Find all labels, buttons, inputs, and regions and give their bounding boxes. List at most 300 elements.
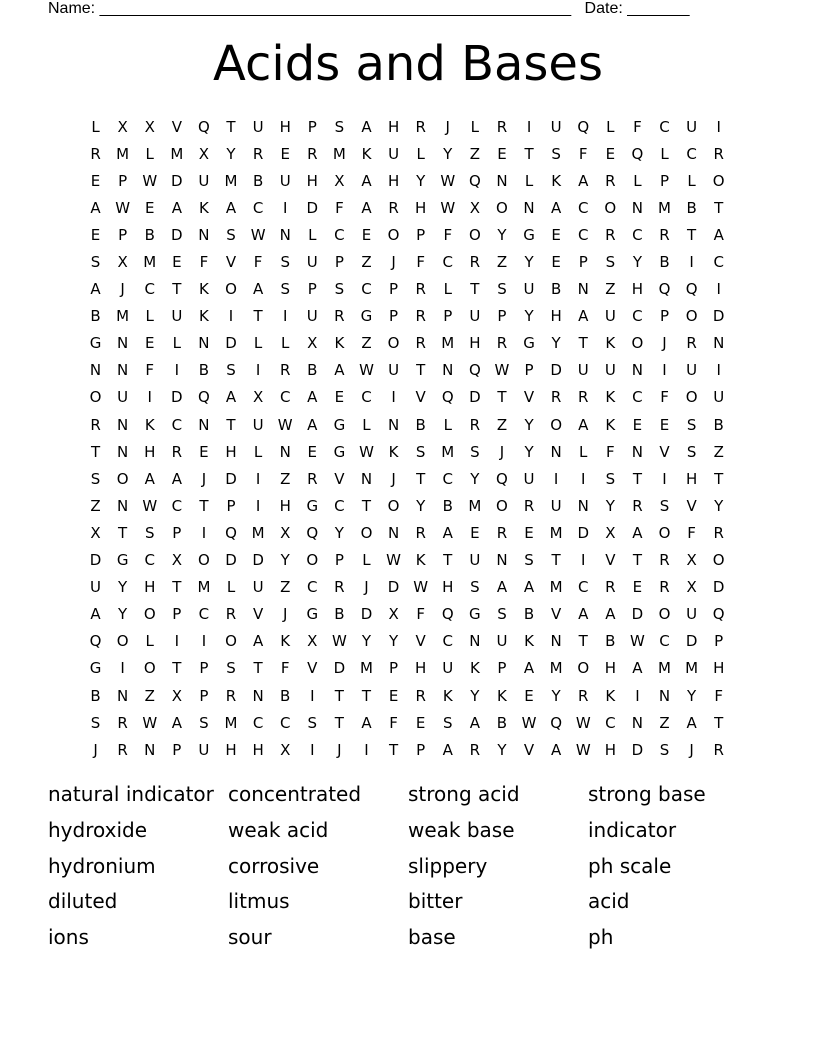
grid-letter[interactable]: Z [144,686,155,705]
grid-letter[interactable]: A [523,578,535,597]
grid-letter[interactable]: T [687,225,697,244]
grid-letter[interactable]: L [443,280,452,299]
grid-letter[interactable]: O [143,659,156,678]
grid-letter[interactable]: X [171,551,182,570]
grid-letter[interactable]: C [334,496,345,515]
grid-letter[interactable]: R [469,415,481,434]
grid-letter[interactable]: U [604,361,616,380]
grid-letter[interactable]: F [578,144,588,163]
grid-letter[interactable]: D [225,551,237,570]
grid-letter[interactable]: A [578,605,589,624]
grid-letter[interactable]: A [523,659,535,678]
grid-letter[interactable]: C [171,496,183,515]
grid-letter[interactable]: X [198,144,210,163]
grid-letter[interactable]: T [632,469,642,488]
grid-letter[interactable]: I [716,361,721,380]
grid-letter[interactable]: T [443,551,453,570]
grid-letter[interactable]: J [201,469,207,488]
grid-letter[interactable]: H [225,442,237,461]
grid-letter[interactable]: G [89,334,102,353]
grid-letter[interactable]: U [388,144,400,163]
grid-letter[interactable]: M [116,144,130,163]
grid-letter[interactable]: C [361,280,372,299]
grid-letter[interactable]: K [334,334,345,353]
grid-letter[interactable]: R [388,198,399,217]
grid-letter[interactable]: B [334,605,345,624]
grid-letter[interactable]: F [335,198,344,217]
grid-letter[interactable]: X [307,632,318,651]
grid-letter[interactable]: R [171,442,183,461]
grid-letter[interactable]: H [252,740,264,759]
grid-letter[interactable]: Z [280,578,291,597]
grid-letter[interactable]: R [605,225,616,244]
grid-letter[interactable]: I [201,523,207,542]
grid-letter[interactable]: Q [550,713,563,732]
grid-letter[interactable]: N [117,361,129,380]
grid-letter[interactable]: E [90,171,101,190]
grid-letter[interactable]: M [224,713,238,732]
grid-letter[interactable]: A [225,198,237,217]
grid-letter[interactable]: C [144,551,155,570]
grid-letter[interactable]: E [524,523,534,542]
grid-letter[interactable]: I [662,469,667,488]
grid-letter[interactable]: U [90,578,102,597]
grid-letter[interactable]: K [497,686,507,705]
grid-letter[interactable]: Q [712,605,725,624]
grid-letter[interactable]: F [687,523,696,542]
grid-letter[interactable]: L [524,171,534,190]
grid-letter[interactable]: E [632,578,643,597]
grid-letter[interactable]: S [226,361,236,380]
grid-letter[interactable]: V [523,388,535,407]
grid-letter[interactable]: O [198,551,210,570]
grid-letter[interactable]: I [174,361,180,380]
grid-letter[interactable]: Y [551,686,561,705]
grid-letter[interactable]: U [604,307,616,326]
grid-letter[interactable]: A [686,713,697,732]
grid-letter[interactable]: K [605,415,616,434]
grid-letter[interactable]: M [441,334,455,353]
grid-letter[interactable]: U [306,307,318,326]
grid-letter[interactable]: D [89,551,102,570]
grid-letter[interactable]: F [416,605,425,624]
grid-letter[interactable]: H [387,117,400,136]
grid-letter[interactable]: Y [551,334,561,353]
grid-letter[interactable]: O [387,225,400,244]
grid-letter[interactable]: Q [496,469,508,488]
grid-letter[interactable]: L [606,117,615,136]
grid-letter[interactable]: B [496,713,508,732]
grid-letter[interactable]: A [496,578,508,597]
grid-letter[interactable]: O [577,659,590,678]
grid-letter[interactable]: A [171,469,182,488]
grid-letter[interactable]: I [228,307,234,326]
grid-letter[interactable]: L [416,144,425,163]
grid-letter[interactable]: T [632,551,642,570]
grid-letter[interactable]: U [252,117,264,136]
grid-letter[interactable]: T [90,442,101,461]
grid-letter[interactable]: K [388,442,399,461]
grid-letter[interactable]: M [549,659,563,678]
grid-letter[interactable]: H [713,659,725,678]
grid-letter[interactable]: R [713,740,724,759]
grid-letter[interactable]: I [635,686,640,705]
grid-letter[interactable]: N [117,415,129,434]
grid-letter[interactable]: H [442,578,454,597]
grid-letter[interactable]: O [116,469,129,488]
grid-letter[interactable]: A [307,415,318,434]
grid-letter[interactable]: Q [441,605,454,624]
grid-letter[interactable]: S [443,713,453,732]
grid-letter[interactable]: V [307,659,318,678]
grid-letter[interactable]: I [201,632,207,651]
grid-letter[interactable]: M [441,442,455,461]
grid-letter[interactable]: P [118,225,128,244]
grid-letter[interactable]: R [117,713,128,732]
grid-letter[interactable]: A [171,198,182,217]
grid-letter[interactable]: Q [441,388,454,407]
grid-letter[interactable]: G [333,415,346,434]
grid-letter[interactable]: E [280,144,290,163]
grid-letter[interactable]: U [279,171,291,190]
grid-letter[interactable]: V [605,551,616,570]
grid-letter[interactable]: A [90,280,101,299]
grid-letter[interactable]: I [255,496,261,515]
grid-letter[interactable]: V [334,469,345,488]
grid-letter[interactable]: K [199,307,209,326]
grid-letter[interactable]: X [686,551,697,570]
grid-letter[interactable]: P [307,117,317,136]
grid-letter[interactable]: U [252,415,264,434]
grid-letter[interactable]: S [415,442,426,461]
grid-letter[interactable]: R [469,740,481,759]
grid-letter[interactable]: K [144,415,155,434]
grid-letter[interactable]: A [361,713,372,732]
grid-letter[interactable]: L [579,442,588,461]
grid-letter[interactable]: B [280,686,291,705]
grid-letter[interactable]: N [279,225,291,244]
grid-letter[interactable]: E [551,225,561,244]
grid-letter[interactable]: Z [496,253,508,272]
grid-letter[interactable]: K [280,632,291,651]
grid-letter[interactable]: N [198,225,210,244]
grid-letter[interactable]: R [713,523,724,542]
grid-letter[interactable]: O [225,280,237,299]
grid-letter[interactable]: N [117,496,129,515]
grid-letter[interactable]: N [577,496,589,515]
grid-letter[interactable]: M [332,144,346,163]
grid-letter[interactable]: G [89,659,102,678]
grid-letter[interactable]: X [334,171,345,190]
grid-letter[interactable]: I [526,117,532,136]
grid-letter[interactable]: A [578,307,589,326]
grid-letter[interactable]: V [415,388,426,407]
grid-letter[interactable]: Z [361,253,372,272]
grid-letter[interactable]: E [470,523,480,542]
grid-letter[interactable]: N [198,415,210,434]
grid-letter[interactable]: J [120,280,125,299]
grid-letter[interactable]: H [225,740,237,759]
grid-letter[interactable]: F [443,225,453,244]
grid-letter[interactable]: K [361,144,372,163]
grid-letter[interactable]: R [496,117,508,136]
grid-letter[interactable]: A [551,198,562,217]
grid-letter[interactable]: W [250,225,266,244]
grid-letter[interactable]: A [442,523,453,542]
grid-letter[interactable]: F [606,442,615,461]
grid-letter[interactable]: C [198,605,210,624]
grid-letter[interactable]: M [658,659,671,678]
grid-letter[interactable]: P [443,307,453,326]
grid-letter[interactable]: I [120,659,125,678]
grid-letter[interactable]: E [632,415,643,434]
grid-letter[interactable]: R [578,686,589,705]
grid-letter[interactable]: Y [632,253,642,272]
grid-letter[interactable]: R [415,307,426,326]
grid-letter[interactable]: A [578,415,589,434]
grid-letter[interactable]: S [686,442,697,461]
grid-letter[interactable]: S [90,253,101,272]
grid-letter[interactable]: T [361,496,372,515]
grid-letter[interactable]: K [605,388,616,407]
grid-letter[interactable]: R [713,144,724,163]
grid-letter[interactable]: N [117,442,129,461]
grid-letter[interactable]: H [415,198,427,217]
grid-letter[interactable]: O [116,632,129,651]
grid-letter[interactable]: U [171,307,183,326]
grid-letter[interactable]: K [199,198,209,217]
grid-letter[interactable]: W [521,713,537,732]
grid-letter[interactable]: R [225,605,237,624]
grid-letter[interactable]: L [226,578,236,597]
grid-letter[interactable]: P [389,280,399,299]
grid-letter[interactable]: U [577,361,589,380]
grid-letter[interactable]: T [199,496,209,515]
grid-letter[interactable]: N [550,442,562,461]
grid-letter[interactable]: K [469,659,480,678]
grid-letter[interactable]: O [143,605,156,624]
grid-letter[interactable]: T [497,388,507,407]
grid-letter[interactable]: S [497,605,507,624]
grid-letter[interactable]: O [685,388,698,407]
grid-letter[interactable]: V [686,496,697,515]
grid-letter[interactable]: R [659,551,670,570]
grid-letter[interactable]: W [413,578,429,597]
grid-letter[interactable]: I [174,632,180,651]
grid-letter[interactable]: U [469,307,481,326]
grid-letter[interactable]: N [577,280,589,299]
grid-letter[interactable]: H [604,659,616,678]
grid-letter[interactable]: S [659,740,670,759]
grid-letter[interactable]: T [388,740,399,759]
grid-letter[interactable]: T [334,713,344,732]
grid-letter[interactable]: I [716,280,721,299]
grid-letter[interactable]: D [387,578,400,597]
grid-letter[interactable]: Q [468,171,481,190]
grid-letter[interactable]: B [659,253,670,272]
grid-letter[interactable]: T [470,280,480,299]
grid-letter[interactable]: N [387,523,400,542]
grid-letter[interactable]: L [253,334,263,353]
grid-letter[interactable]: T [172,280,182,299]
grid-letter[interactable]: T [118,523,128,542]
grid-letter[interactable]: Y [524,415,534,434]
grid-letter[interactable]: F [714,686,724,705]
grid-letter[interactable]: J [337,740,342,759]
grid-letter[interactable]: S [686,415,697,434]
grid-letter[interactable]: M [116,307,130,326]
grid-letter[interactable]: T [253,659,263,678]
grid-letter[interactable]: U [469,551,481,570]
grid-letter[interactable]: S [226,225,236,244]
grid-letter[interactable]: C [632,225,643,244]
grid-letter[interactable]: E [415,713,426,732]
grid-letter[interactable]: L [687,171,696,190]
grid-letter[interactable]: P [172,740,182,759]
grid-letter[interactable]: Q [89,632,102,651]
grid-letter[interactable]: P [199,686,209,705]
grid-letter[interactable]: W [115,198,131,217]
grid-letter[interactable]: U [388,361,400,380]
grid-letter[interactable]: R [307,144,318,163]
grid-letter[interactable]: H [415,659,427,678]
grid-letter[interactable]: J [391,253,396,272]
grid-letter[interactable]: P [497,307,507,326]
grid-letter[interactable]: N [658,686,671,705]
grid-letter[interactable]: W [575,713,591,732]
grid-letter[interactable]: I [255,361,261,380]
grid-letter[interactable]: J [364,578,369,597]
grid-letter[interactable]: E [334,388,345,407]
grid-letter[interactable]: P [334,551,344,570]
grid-letter[interactable]: A [361,171,372,190]
grid-letter[interactable]: G [523,334,535,353]
grid-letter[interactable]: W [575,740,591,759]
grid-letter[interactable]: I [391,388,396,407]
grid-letter[interactable]: X [117,117,128,136]
grid-letter[interactable]: X [90,523,101,542]
grid-letter[interactable]: Q [468,361,481,380]
grid-letter[interactable]: U [550,496,562,515]
grid-letter[interactable]: Y [714,496,724,515]
grid-letter[interactable]: C [577,225,589,244]
grid-letter[interactable]: A [334,361,345,380]
grid-letter[interactable]: H [144,578,156,597]
grid-letter[interactable]: Y [497,740,507,759]
grid-letter[interactable]: Y [443,144,453,163]
grid-letter[interactable]: Q [198,388,210,407]
grid-letter[interactable]: X [307,334,318,353]
grid-letter[interactable]: F [145,361,155,380]
grid-letter[interactable]: W [142,713,158,732]
grid-letter[interactable]: J [662,334,667,353]
grid-letter[interactable]: N [198,334,210,353]
grid-letter[interactable]: C [442,469,453,488]
grid-letter[interactable]: L [253,442,263,461]
grid-letter[interactable]: K [442,686,453,705]
grid-letter[interactable]: P [578,253,588,272]
grid-letter[interactable]: U [442,659,454,678]
grid-letter[interactable]: U [686,361,698,380]
grid-letter[interactable]: C [605,713,616,732]
grid-letter[interactable]: B [605,632,616,651]
grid-letter[interactable]: H [685,469,698,488]
grid-letter[interactable]: R [415,334,426,353]
grid-letter[interactable]: Y [687,686,697,705]
grid-letter[interactable]: R [415,686,426,705]
grid-letter[interactable]: K [199,280,209,299]
grid-letter[interactable]: R [605,171,616,190]
grid-letter[interactable]: O [631,334,644,353]
grid-letter[interactable]: S [605,469,616,488]
grid-letter[interactable]: M [251,523,265,542]
grid-letter[interactable]: O [658,523,671,542]
grid-letter[interactable]: S [226,659,236,678]
grid-letter[interactable]: I [147,388,152,407]
grid-letter[interactable]: V [225,253,237,272]
grid-letter[interactable]: K [415,551,426,570]
grid-letter[interactable]: Y [388,632,399,651]
grid-letter[interactable]: C [252,713,264,732]
grid-letter[interactable]: D [171,225,183,244]
grid-letter[interactable]: X [280,740,291,759]
grid-letter[interactable]: P [416,740,426,759]
grid-letter[interactable]: H [604,740,616,759]
grid-letter[interactable]: G [116,551,129,570]
grid-letter[interactable]: R [90,415,101,434]
grid-letter[interactable]: Y [605,496,615,515]
grid-letter[interactable]: S [334,280,345,299]
grid-letter[interactable]: K [605,686,616,705]
grid-letter[interactable]: C [659,632,670,651]
grid-letter[interactable]: R [307,469,318,488]
grid-letter[interactable]: I [581,469,586,488]
grid-letter[interactable]: A [361,117,372,136]
grid-letter[interactable]: L [281,334,290,353]
grid-letter[interactable]: B [550,280,562,299]
grid-letter[interactable]: C [171,415,183,434]
grid-letter[interactable]: I [282,198,288,217]
grid-letter[interactable]: C [442,253,453,272]
grid-letter[interactable]: W [630,632,645,651]
grid-letter[interactable]: S [90,713,101,732]
grid-letter[interactable]: W [142,171,158,190]
grid-letter[interactable]: L [91,117,100,136]
grid-letter[interactable]: T [226,117,236,136]
date-line[interactable]: _______ [627,0,690,17]
grid-letter[interactable]: D [225,469,237,488]
grid-letter[interactable]: W [142,496,158,515]
grid-letter[interactable]: B [90,686,101,705]
grid-letter[interactable]: S [497,280,507,299]
grid-letter[interactable]: Q [198,117,210,136]
grid-letter[interactable]: O [496,198,508,217]
grid-letter[interactable]: C [307,578,318,597]
grid-letter[interactable]: K [605,334,616,353]
grid-letter[interactable]: V [659,442,670,461]
grid-letter[interactable]: N [523,198,535,217]
grid-letter[interactable]: R [334,307,345,326]
grid-letter[interactable]: D [171,388,183,407]
grid-letter[interactable]: I [553,469,559,488]
grid-letter[interactable]: O [468,225,481,244]
grid-letter[interactable]: N [117,334,129,353]
grid-letter[interactable]: P [172,605,182,624]
grid-letter[interactable]: T [172,659,182,678]
grid-letter[interactable]: W [440,198,456,217]
grid-letter[interactable]: F [253,253,263,272]
grid-letter[interactable]: I [364,740,369,759]
